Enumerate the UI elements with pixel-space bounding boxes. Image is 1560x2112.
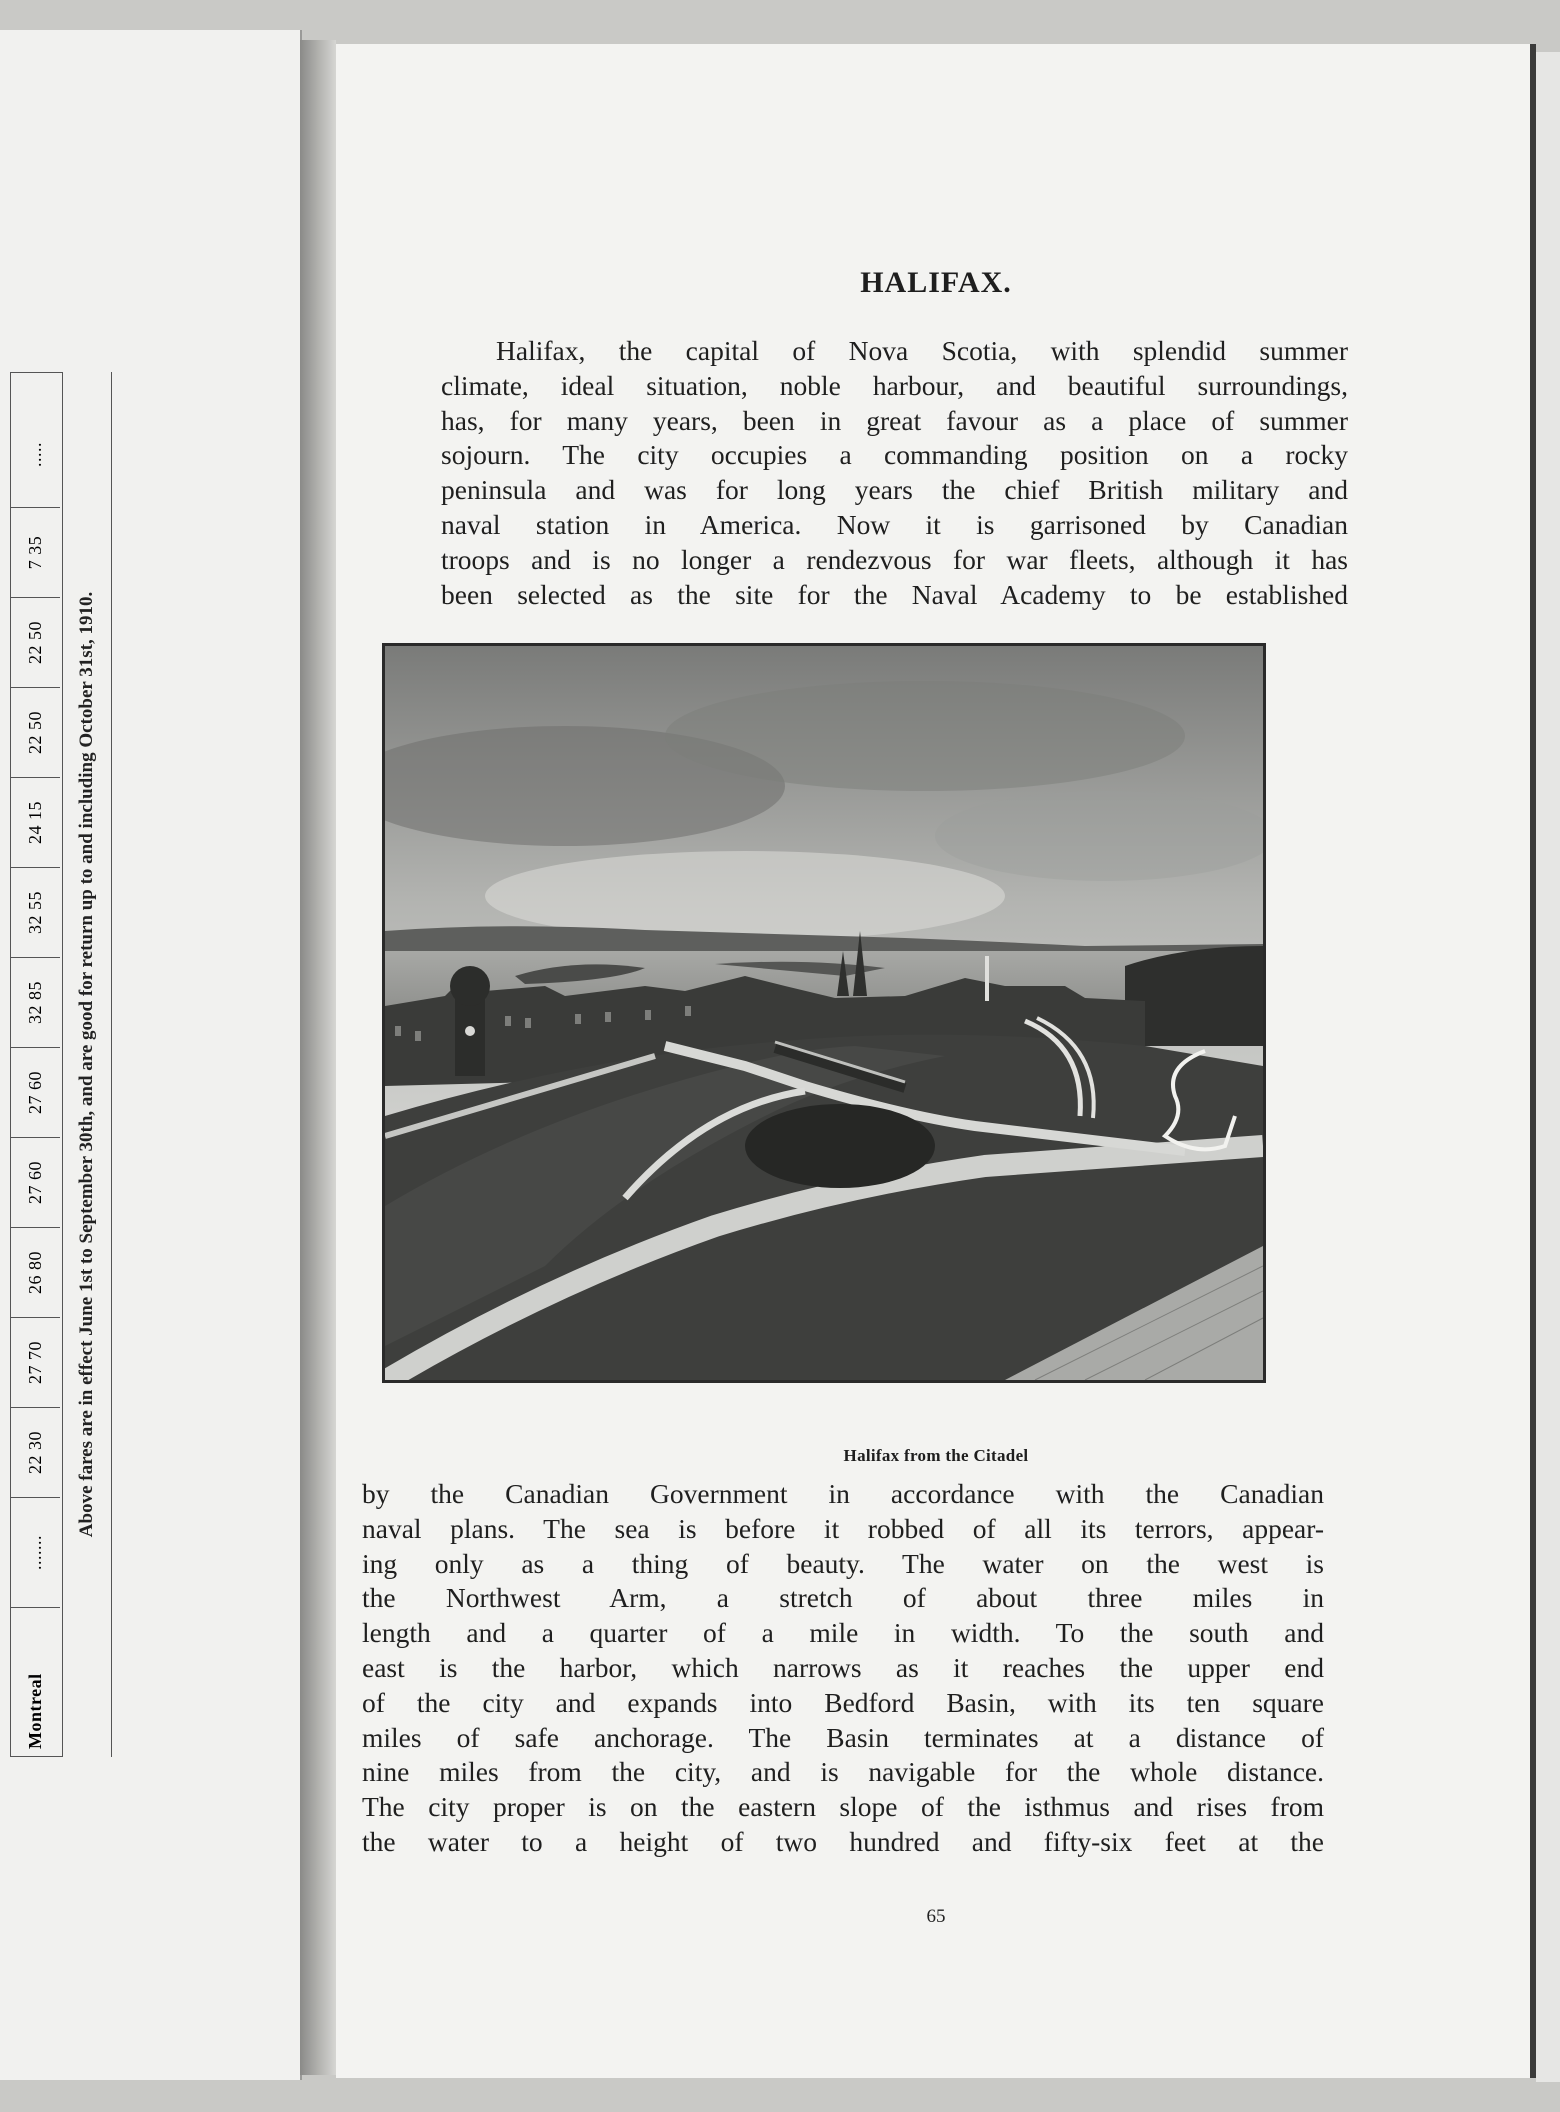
paragraph-1 (386, 334, 1348, 612)
text-line: Halifax, the capital of Nova Scotia, with splendid summer (496, 335, 1348, 366)
text-line: troops and is no longer a rendezvous for war fleets, although it has (441, 543, 1348, 575)
fare-cell: 32 55 (10, 867, 60, 957)
text-line: naval plans. The sea is before it robbed of all its terrors, appear- (362, 1512, 1324, 1544)
text-line: the water to a height of two hundred and fifty-six feet at the (362, 1825, 1324, 1857)
text-line: ing only as a thing of beauty. The water on the west is (362, 1547, 1324, 1579)
text-line: naval station in America. Now it is garrisoned by Canadian (441, 508, 1348, 540)
text-line: climate, ideal situation, noble harbour, and beautiful surroundings, (441, 369, 1348, 401)
paragraph-2 (362, 1477, 1324, 1860)
text-line: the Northwest Arm, a stretch of about three miles in (362, 1582, 1324, 1614)
right-page (336, 44, 1536, 2078)
page-title: HALIFAX. (860, 266, 1012, 299)
text-line: length and a quarter of a mile in width. To the south and (362, 1617, 1324, 1649)
fare-row-montreal (10, 372, 60, 1757)
book-gutter (300, 40, 336, 2075)
fare-cell: 22 30 (10, 1407, 60, 1497)
text-line: of the city and expands into Bedford Basin, with its ten square (362, 1686, 1324, 1718)
fare-note: Above fares are in effect June 1st to September 30th, and are good for return up to and including October 31st, 1910. (62, 372, 112, 1757)
fare-cell: 7 35 (10, 507, 60, 597)
photo-caption: Halifax from the Citadel (843, 1446, 1029, 1465)
halifax-photo-drawing (385, 646, 1263, 1380)
text-line: by the Canadian Government in accordance with the Canadian (362, 1478, 1324, 1509)
halifax-photo (382, 643, 1266, 1383)
text-line: miles of safe anchorage. The Basin terminates at a distance of (362, 1721, 1324, 1753)
text-line: peninsula and was for long years the chief British military and (441, 474, 1348, 506)
fare-row-label: Montreal (10, 1607, 60, 1757)
fare-cell: 22 50 (10, 597, 60, 687)
text-line: been selected as the site for the Naval Academy to be established (441, 578, 1348, 610)
fare-cell: ..... (24, 442, 45, 467)
fare-cell: 22 50 (10, 687, 60, 777)
fare-cell: 32 85 (10, 957, 60, 1047)
fare-table-rotated (10, 372, 110, 1757)
text-line: The city proper is on the eastern slope of the isthmus and rises from (362, 1791, 1324, 1823)
left-page (0, 30, 302, 2080)
page-number: 65 (926, 1906, 946, 1927)
fare-cell: 26 80 (10, 1227, 60, 1317)
page-edge (1536, 52, 1560, 2082)
fare-cell: 27 60 (10, 1137, 60, 1227)
text-line: east is the harbor, which narrows as it reaches the upper end (362, 1651, 1324, 1683)
fare-cell: 27 60 (10, 1047, 60, 1137)
text-line: has, for many years, been in great favour as a place of summer (441, 404, 1348, 436)
text-line: nine miles from the city, and is navigable for the whole distance. (362, 1756, 1324, 1788)
fare-cell: 27 70 (10, 1317, 60, 1407)
fare-cell: 24 15 (10, 777, 60, 867)
fare-cell: ....... (10, 1497, 60, 1607)
text-line: sojourn. The city occupies a commanding position on a rocky (441, 439, 1348, 471)
